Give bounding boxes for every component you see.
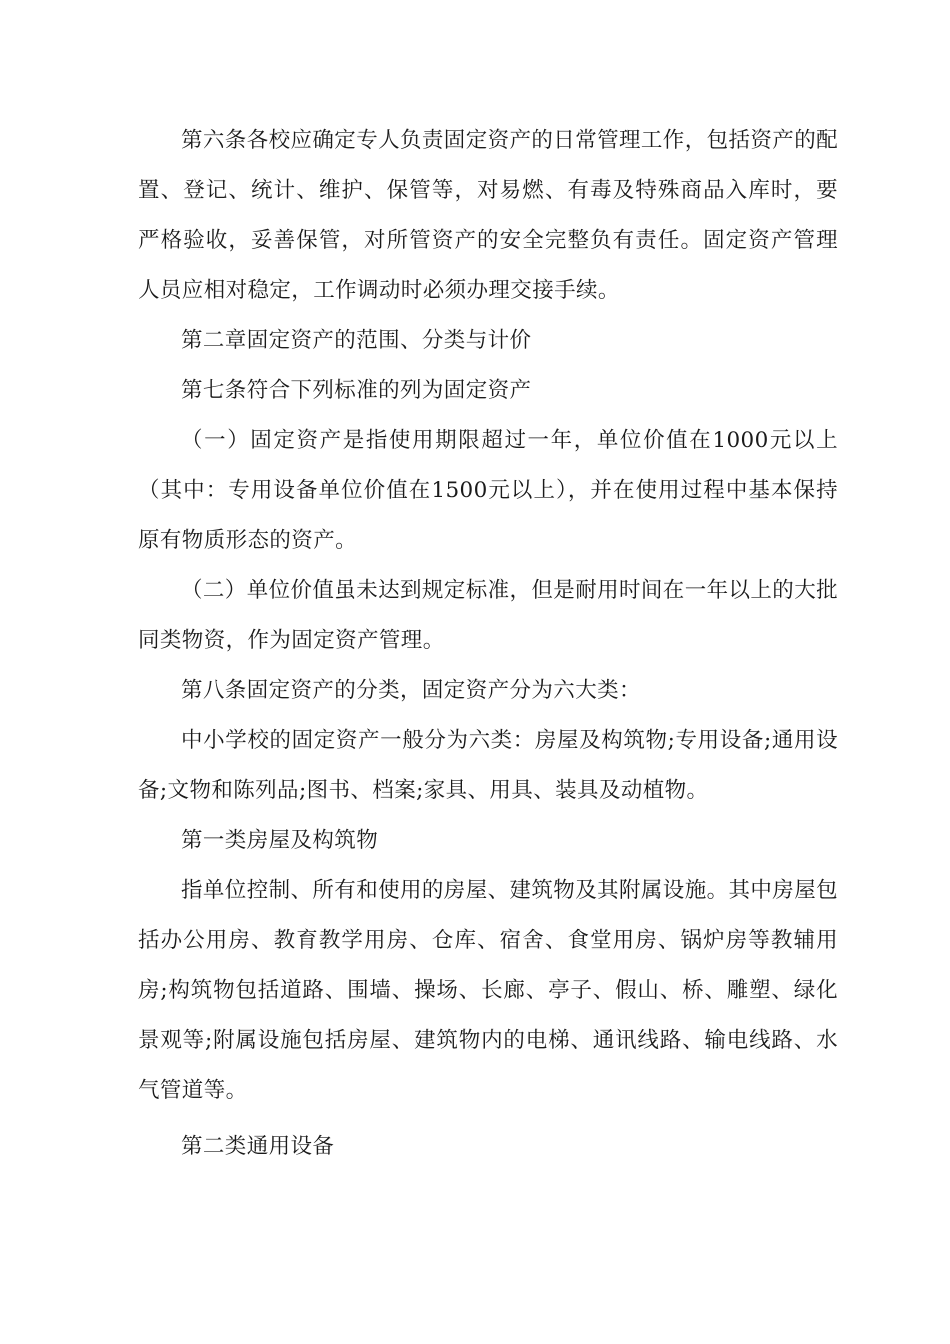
paragraph-article-8: 第八条固定资产的分类，固定资产分为六大类： (181, 678, 641, 703)
paragraph-item-1: （一）固定资产是指使用期限超过一年，单位价值在1000元以上（其中：专用设备单位价值在1500元以上），并在使用过程中基本保持原有物质形态的资产。 (138, 428, 838, 553)
paragraph-article-6: 第六条各校应确定专人负责固定资产的日常管理工作，包括资产的配置、登记、统计、维护、保管等，对易燃、有毒及特殊商品入库时，要严格验收，妥善保管，对所管资产的安全完整负有责任。固定资产管理人员应相对稳定，工作调动时必须办理交接手续。 (138, 128, 839, 303)
category-2-heading: 第二类通用设备 (181, 1134, 335, 1159)
paragraph-article-7: 第七条符合下列标准的列为固定资产 (181, 378, 532, 403)
paragraph-six-categories: 中小学校的固定资产一般分为六类：房屋及构筑物;专用设备;通用设备;文物和陈列品;图书、档案;家具、用具、装具及动植物。 (138, 728, 838, 803)
paragraph-item-2: （二）单位价值虽未达到规定标准，但是耐用时间在一年以上的大批同类物资，作为固定资产管理。 (138, 578, 839, 653)
chapter-2-heading: 第二章固定资产的范围、分类与计价 (181, 328, 532, 353)
paragraph-category-1-description: 指单位控制、所有和使用的房屋、建筑物及其附属设施。其中房屋包括办公用房、教育教学用房、仓库、宿舍、食堂用房、锅炉房等教辅用房;构筑物包括道路、围墙、操场、长廊、亭子、假山、桥、雕塑、绿化景观等;附属设施包括房屋、建筑物内的电梯、通讯线路、输电线路、水气管道等。 (138, 878, 839, 1103)
document-body (138, 116, 838, 1172)
category-1-heading: 第一类房屋及构筑物 (181, 828, 379, 853)
